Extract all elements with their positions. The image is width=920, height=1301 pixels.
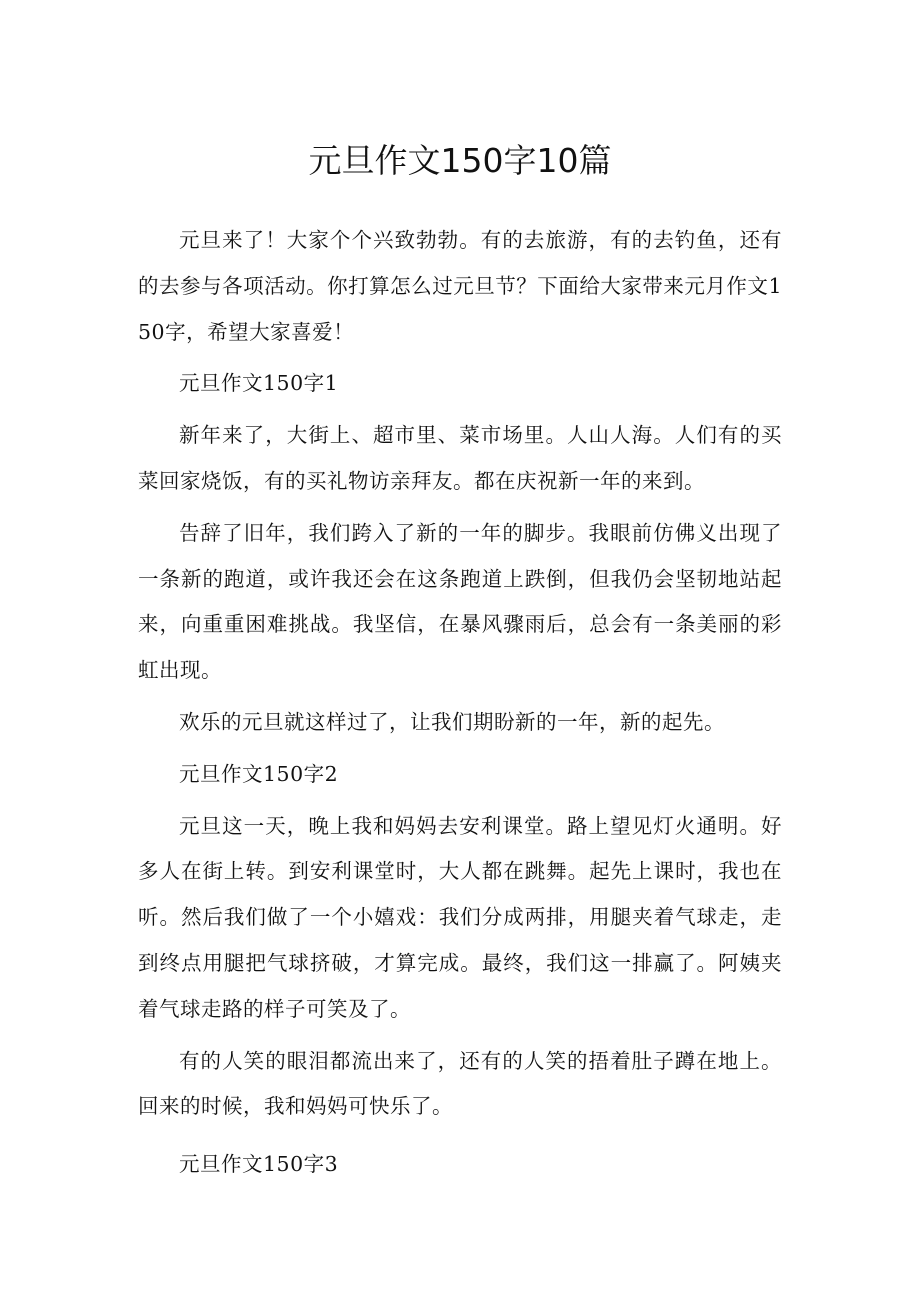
document-body — [138, 218, 782, 1188]
section-heading-3: 元旦作文150字3 — [179, 1152, 339, 1177]
section-1-paragraph-3: 欢乐的元旦就这样过了，让我们期盼新的一年，新的起先。 — [179, 709, 725, 734]
section-1-paragraph-1: 新年来了，大街上、超市里、菜市场里。人山人海。人们有的买菜回家烧饭，有的买礼物访亲拜友。都在庆祝新一年的来到。 — [138, 423, 782, 493]
section-1-paragraph-2: 告辞了旧年，我们跨入了新的一年的脚步。我眼前仿佛义出现了一条新的跑道，或许我还会在这条跑道上跌倒，但我仍会坚韧地站起来，向重重困难挑战。我坚信，在暴风骤雨后，总会有一条美丽的彩虹出现。 — [138, 520, 782, 683]
section-2-paragraph-1: 元旦这一天，晚上我和妈妈去安利课堂。路上望见灯火通明。好多人在街上转。到安利课堂时，大人都在跳舞。起先上课时，我也在听。然后我们做了一个小嬉戏：我们分成两排，用腿夹着气球走，走到终点用腿把气球挤破，才算完成。最终，我们这一排赢了。阿姨夹着气球走路的样子可笑及了。 — [138, 813, 782, 1021]
section-2-paragraph-2: 有的人笑的眼泪都流出来了，还有的人笑的捂着肚子蹲在地上。回来的时候，我和妈妈可快乐了。 — [138, 1048, 782, 1119]
section-heading-1: 元旦作文150字1 — [179, 371, 339, 396]
intro-paragraph: 元旦来了！大家个个兴致勃勃。有的去旅游，有的去钓鱼，还有的去参与各项活动。你打算怎么过元旦节？下面给大家带来元月作文150字，希望大家喜爱！ — [138, 228, 782, 344]
document-title: 元旦作文150字10篇 — [308, 141, 612, 180]
section-heading-2: 元旦作文150字2 — [179, 761, 339, 786]
